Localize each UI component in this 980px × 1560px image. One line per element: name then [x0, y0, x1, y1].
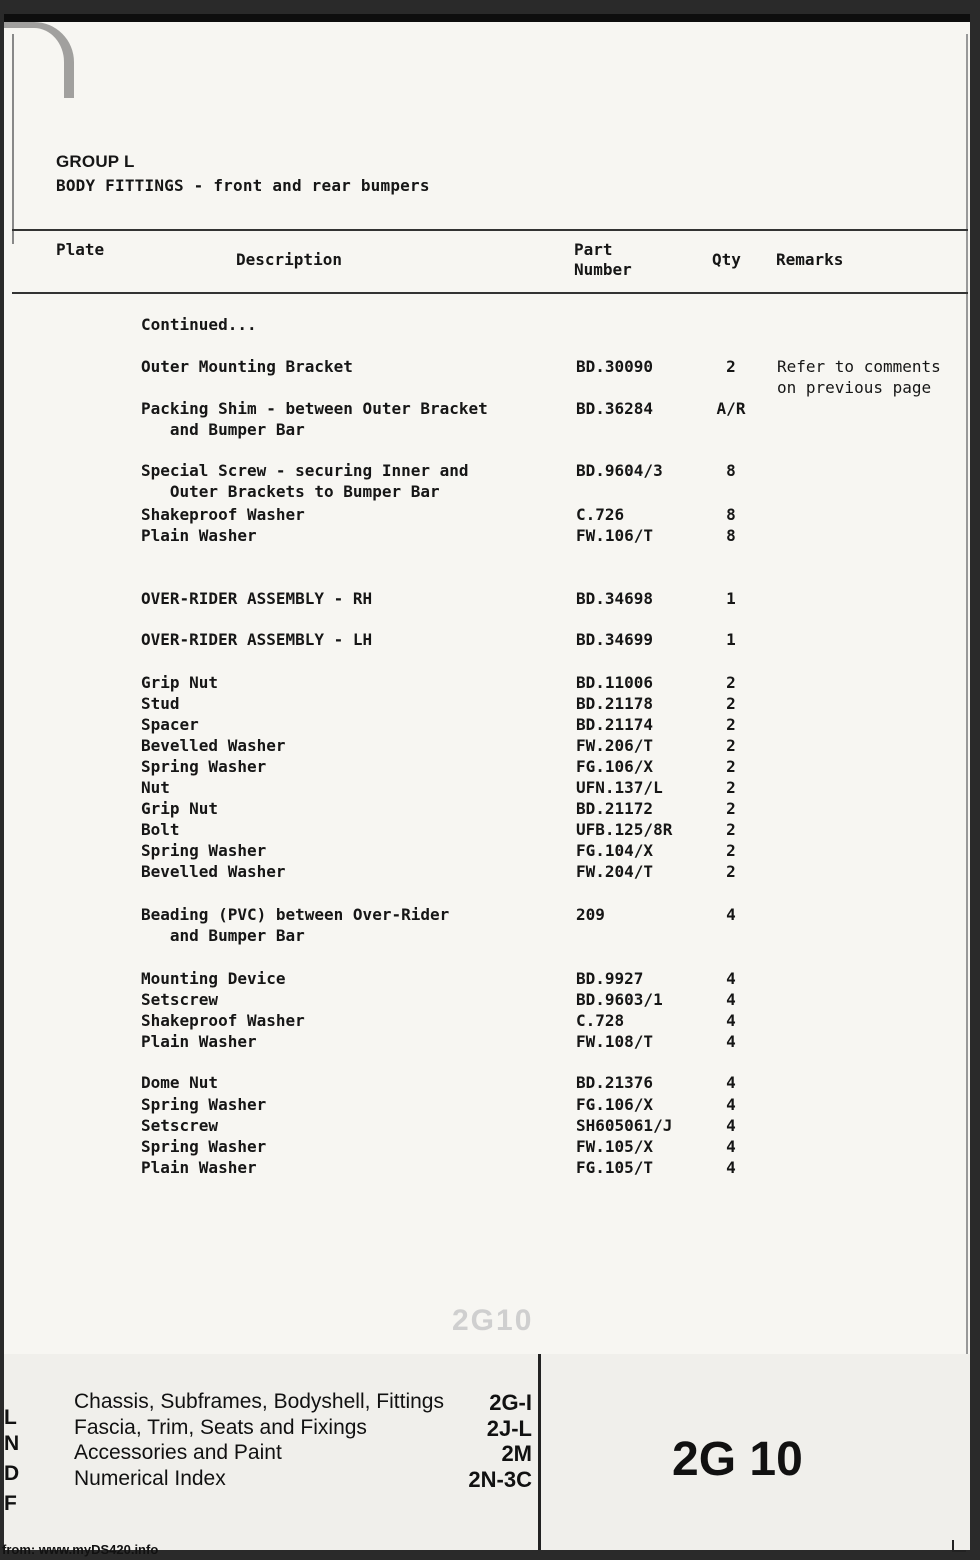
- part-number: BD.21174: [576, 715, 654, 734]
- header-top-rule: [12, 229, 968, 231]
- part-description: OVER-RIDER ASSEMBLY - LH: [141, 630, 373, 649]
- part-qty: 4: [726, 990, 736, 1009]
- part-qty: 2: [726, 841, 736, 860]
- part-description: Grip Nut: [141, 673, 219, 692]
- scan-top-edge: [4, 14, 970, 22]
- col-description: Description: [236, 250, 342, 269]
- footer-index-code: 2N-3C: [468, 1467, 532, 1492]
- part-number: SH605061/J: [576, 1116, 673, 1135]
- part-number: FW.105/X: [576, 1137, 654, 1156]
- footer-tab-letter: D: [4, 1462, 20, 1485]
- source-watermark: from: www.myDS420.info: [2, 1542, 159, 1557]
- part-number: BD.11006: [576, 673, 654, 692]
- part-description: Dome Nut: [141, 1073, 219, 1092]
- col-part-number: [574, 240, 632, 280]
- part-description: Spring Washer: [141, 841, 267, 860]
- part-description: Spring Washer: [141, 757, 267, 776]
- part-qty: 2: [726, 357, 736, 376]
- part-description: Plain Washer: [141, 1032, 257, 1051]
- part-qty: 2: [726, 673, 736, 692]
- part-remarks: Refer to comments on previous page: [777, 357, 941, 397]
- part-number: C.726: [576, 505, 625, 524]
- part-qty: 1: [726, 589, 736, 608]
- footer-index-label: Chassis, Subframes, Bodyshell, Fittings: [74, 1390, 444, 1413]
- part-description: Plain Washer: [141, 526, 257, 545]
- part-qty: 8: [726, 526, 736, 545]
- part-description: Nut: [141, 778, 170, 797]
- part-qty: 2: [726, 757, 736, 776]
- part-number: FW.108/T: [576, 1032, 654, 1051]
- part-number: UFN.137/L: [576, 778, 663, 797]
- page-code: 2G 10: [672, 1433, 803, 1486]
- part-description: Beading (PVC) between Over-Rider and Bumper Bar: [141, 905, 450, 945]
- document-page: [4, 14, 970, 1550]
- part-number: FG.104/X: [576, 841, 654, 860]
- part-qty: 4: [726, 969, 736, 988]
- part-qty: 1: [726, 630, 736, 649]
- col-part-number-line1: Part: [574, 240, 613, 259]
- crop-mark: [952, 1540, 966, 1552]
- part-qty: 2: [726, 736, 736, 755]
- part-number: FG.105/T: [576, 1158, 654, 1177]
- part-description: Shakeproof Washer: [141, 1011, 305, 1030]
- part-description: Plain Washer: [141, 1158, 257, 1177]
- footer-tab-letter: L: [4, 1406, 17, 1429]
- section-title: BODY FITTINGS - front and rear bumpers: [56, 176, 430, 195]
- part-number: BD.21376: [576, 1073, 654, 1092]
- group-heading: GROUP L: [56, 152, 135, 171]
- part-qty: 2: [726, 862, 736, 881]
- part-description: Mounting Device: [141, 969, 286, 988]
- col-remarks: Remarks: [776, 250, 844, 269]
- part-number: FW.204/T: [576, 862, 654, 881]
- part-qty: 2: [726, 715, 736, 734]
- part-qty: 8: [726, 505, 736, 524]
- footer-index-label: Numerical Index: [74, 1467, 226, 1490]
- part-description: Spacer: [141, 715, 199, 734]
- part-description: Grip Nut: [141, 799, 219, 818]
- part-number: FG.106/X: [576, 1095, 654, 1114]
- footer-index-code: 2G-I: [489, 1390, 532, 1415]
- part-qty: 4: [726, 1116, 736, 1135]
- part-qty: 4: [726, 1011, 736, 1030]
- part-description: Bolt: [141, 820, 180, 839]
- col-qty: Qty: [712, 250, 741, 269]
- part-number: C.728: [576, 1011, 625, 1030]
- part-qty: 8: [726, 461, 736, 480]
- page-stamp: 2G10: [452, 1304, 534, 1337]
- header-bottom-rule: [12, 292, 968, 294]
- part-qty: 2: [726, 778, 736, 797]
- part-number: BD.9603/1: [576, 990, 663, 1009]
- part-qty: 4: [726, 1158, 736, 1177]
- part-description: Special Screw - securing Inner and Outer Brackets to Bumper Bar: [141, 461, 469, 501]
- part-description: Stud: [141, 694, 180, 713]
- part-number: 209: [576, 905, 605, 924]
- part-description: Bevelled Washer: [141, 862, 286, 881]
- part-description: Setscrew: [141, 1116, 219, 1135]
- footer-index-code: 2J-L: [486, 1416, 532, 1441]
- left-margin-line: [12, 34, 14, 244]
- part-description: Spring Washer: [141, 1137, 267, 1156]
- part-description: Setscrew: [141, 990, 219, 1009]
- col-part-number-line2: Number: [574, 260, 632, 279]
- part-qty: 2: [726, 694, 736, 713]
- part-number: BD.34698: [576, 589, 654, 608]
- part-number: FW.106/T: [576, 526, 654, 545]
- footer-index-code: 2M: [501, 1441, 532, 1466]
- footer-index-label: Fascia, Trim, Seats and Fixings: [74, 1416, 367, 1439]
- part-description: Shakeproof Washer: [141, 505, 305, 524]
- part-qty: A/R: [716, 399, 746, 418]
- part-qty: 4: [726, 905, 736, 924]
- part-description: Spring Washer: [141, 1095, 267, 1114]
- part-number: BD.34699: [576, 630, 654, 649]
- continued-note: Continued...: [141, 315, 257, 334]
- footer-tab-letter: N: [4, 1432, 20, 1455]
- part-qty: 2: [726, 799, 736, 818]
- part-qty: 4: [726, 1032, 736, 1051]
- part-number: UFB.125/8R: [576, 820, 673, 839]
- part-number: BD.36284: [576, 399, 654, 418]
- footer-tab-letter: F: [4, 1492, 17, 1515]
- part-number: FW.206/T: [576, 736, 654, 755]
- part-number: BD.21178: [576, 694, 654, 713]
- part-description: Outer Mounting Bracket: [141, 357, 353, 376]
- part-qty: 4: [726, 1073, 736, 1092]
- part-description: Packing Shim - between Outer Bracket and Bumper Bar: [141, 399, 488, 439]
- binder-clip-shadow: [4, 22, 74, 98]
- part-description: OVER-RIDER ASSEMBLY - RH: [141, 589, 373, 608]
- right-margin-line: [966, 34, 968, 1354]
- part-number: FG.106/X: [576, 757, 654, 776]
- footer-index-label: Accessories and Paint: [74, 1441, 282, 1464]
- part-number: BD.30090: [576, 357, 654, 376]
- part-number: BD.21172: [576, 799, 654, 818]
- part-number: BD.9927: [576, 969, 644, 988]
- footer-divider: [538, 1354, 541, 1550]
- part-description: Bevelled Washer: [141, 736, 286, 755]
- part-qty: 4: [726, 1137, 736, 1156]
- part-number: BD.9604/3: [576, 461, 663, 480]
- part-qty: 2: [726, 820, 736, 839]
- col-plate: Plate: [56, 240, 105, 259]
- part-qty: 4: [726, 1095, 736, 1114]
